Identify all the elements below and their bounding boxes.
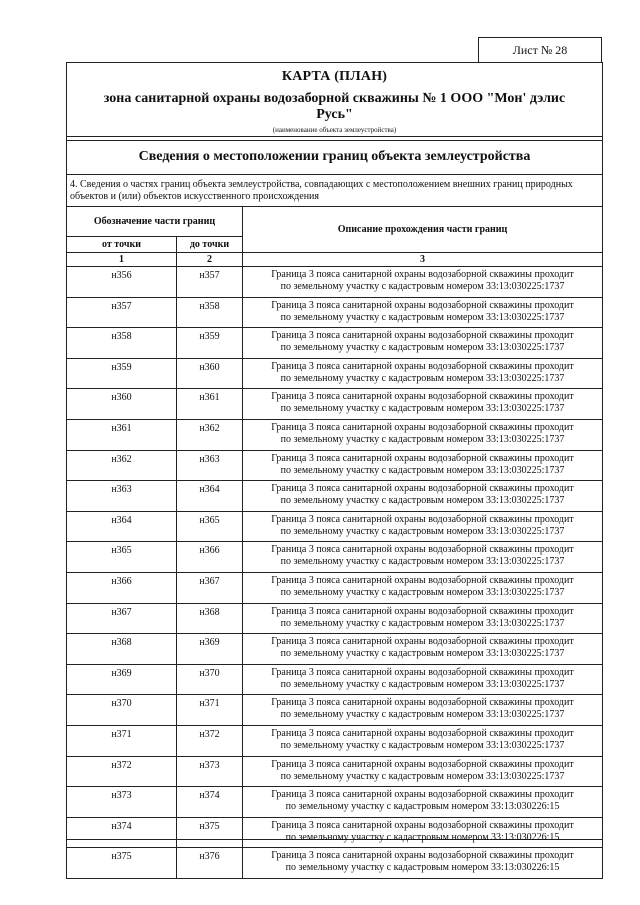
to-point: н368: [177, 603, 243, 634]
boundary-description: [243, 419, 603, 450]
to-point: н371: [177, 695, 243, 726]
boundary-description: [243, 542, 603, 573]
description-line-1: Граница 3 пояса санитарной охраны водозаборной скважины проходит: [271, 666, 574, 678]
description-line-2: по земельному участку с кадастровым номером 33:13:030225:1737: [280, 556, 565, 568]
table-row: [67, 817, 603, 848]
description-line-2: по земельному участку с кадастровым номером 33:13:030225:1737: [280, 648, 565, 660]
description-line-2: по земельному участку с кадастровым номером 33:13:030226:15: [285, 831, 560, 843]
description-line-2: по земельному участку с кадастровым номером 33:13:030225:1737: [280, 342, 565, 354]
from-point: н375: [67, 848, 177, 879]
description-line-2: по земельному участку с кадастровым номером 33:13:030225:1737: [280, 311, 565, 323]
description-line-1: Граница 3 пояса санитарной охраны водозаборной скважины проходит: [271, 850, 574, 862]
from-point: н358: [67, 328, 177, 359]
boundary-description: [243, 267, 603, 298]
table-row: [67, 511, 603, 542]
header-designation: Обозначение части границ: [67, 207, 243, 237]
description-line-1: Граница 3 пояса санитарной охраны водозаборной скважины проходит: [271, 819, 574, 831]
section-title: Сведения о местоположении границ объекта землеустройства: [138, 149, 531, 164]
boundary-description: [243, 358, 603, 389]
boundary-description: [243, 848, 603, 879]
table-row: [67, 603, 603, 634]
table-row: [67, 725, 603, 756]
description-line-1: Граница 3 пояса санитарной охраны водозаборной скважины проходит: [271, 758, 574, 770]
table-row: [67, 328, 603, 359]
header-to: до точки: [177, 237, 243, 253]
column-number: 1: [67, 253, 177, 267]
description-line-2: по земельному участку с кадастровым номером 33:13:030225:1737: [280, 403, 565, 415]
table-row: [67, 664, 603, 695]
description-line-1: Граница 3 пояса санитарной охраны водозаборной скважины проходит: [271, 789, 574, 801]
table-row: [67, 389, 603, 420]
description-line-1: Граница 3 пояса санитарной охраны водозаборной скважины проходит: [271, 544, 574, 556]
boundary-table: [66, 206, 603, 879]
description-line-1: Граница 3 пояса санитарной охраны водозаборной скважины проходит: [271, 452, 574, 464]
from-point: н371: [67, 725, 177, 756]
description-line-2: по земельному участку с кадастровым номером 33:13:030225:1737: [280, 739, 565, 751]
from-point: н370: [67, 695, 177, 726]
description-line-2: по земельному участку с кадастровым номером 33:13:030225:1737: [280, 770, 565, 782]
description-line-2: по земельному участку с кадастровым номером 33:13:030225:1737: [280, 586, 565, 598]
from-point: н374: [67, 817, 177, 848]
boundary-description: [243, 389, 603, 420]
from-point: н356: [67, 267, 177, 298]
boundary-description: [243, 817, 603, 848]
table-row: [67, 267, 603, 298]
description-line-1: Граница 3 пояса санитарной охраны водозаборной скважины проходит: [271, 391, 574, 403]
to-point: н369: [177, 634, 243, 665]
table-row: [67, 450, 603, 481]
table-row: [67, 358, 603, 389]
from-point: н364: [67, 511, 177, 542]
column-number: 3: [243, 253, 603, 267]
description-line-1: Граница 3 пояса санитарной охраны водозаборной скважины проходит: [271, 483, 574, 495]
boundary-description: [243, 328, 603, 359]
intro-text: 4. Сведения о частях границ объекта землеустройства, совпадающих с местоположением внешних границ природных объектов и (или) объектов искусственного происхождения: [70, 179, 573, 202]
description-line-2: по земельному участку с кадастровым номером 33:13:030225:1737: [280, 281, 565, 292]
table-row: [67, 542, 603, 573]
from-point: н365: [67, 542, 177, 573]
to-point: н360: [177, 358, 243, 389]
description-line-2: по земельному участку с кадастровым номером 33:13:030225:1737: [280, 678, 565, 690]
boundary-description: [243, 511, 603, 542]
boundary-description: [243, 756, 603, 787]
to-point: н366: [177, 542, 243, 573]
table-row: [67, 756, 603, 787]
to-point: н359: [177, 328, 243, 359]
divider: [66, 174, 603, 175]
description-line-1: Граница 3 пояса санитарной охраны водозаборной скважины проходит: [271, 299, 574, 311]
from-point: н368: [67, 634, 177, 665]
description-line-1: Граница 3 пояса санитарной охраны водозаборной скважины проходит: [271, 513, 574, 525]
to-point: н375: [177, 817, 243, 848]
to-point: н357: [177, 267, 243, 298]
from-point: н360: [67, 389, 177, 420]
header-description: Описание прохождения части границ: [243, 207, 603, 253]
map-title: КАРТА (ПЛАН): [281, 69, 388, 84]
boundary-description: [243, 787, 603, 818]
description-line-1: Граница 3 пояса санитарной охраны водозаборной скважины проходит: [271, 605, 574, 617]
map-subtitle: зона санитарной охраны водозаборной скважины № 1 ООО "Мон' дэлис Русь": [103, 91, 566, 122]
boundary-description: [243, 695, 603, 726]
header-from: от точки: [67, 237, 177, 253]
table-row: [67, 787, 603, 818]
description-line-1: Граница 3 пояса санитарной охраны водозаборной скважины проходит: [271, 574, 574, 586]
from-point: н366: [67, 572, 177, 603]
from-point: н357: [67, 297, 177, 328]
to-point: н363: [177, 450, 243, 481]
description-line-2: по земельному участку с кадастровым номером 33:13:030225:1737: [280, 617, 565, 629]
table-row: [67, 297, 603, 328]
boundary-description: [243, 572, 603, 603]
table-row: [67, 481, 603, 512]
to-point: н376: [177, 848, 243, 879]
divider: [66, 136, 603, 137]
to-point: н374: [177, 787, 243, 818]
from-point: н363: [67, 481, 177, 512]
to-point: н358: [177, 297, 243, 328]
to-point: н367: [177, 572, 243, 603]
boundary-description: [243, 664, 603, 695]
description-line-1: Граница 3 пояса санитарной охраны водозаборной скважины проходит: [271, 269, 574, 280]
boundary-description: [243, 634, 603, 665]
description-line-1: Граница 3 пояса санитарной охраны водозаборной скважины проходит: [271, 697, 574, 709]
to-point: н370: [177, 664, 243, 695]
to-point: н373: [177, 756, 243, 787]
to-point: н372: [177, 725, 243, 756]
table-row: [67, 419, 603, 450]
description-line-1: Граница 3 пояса санитарной охраны водозаборной скважины проходит: [271, 421, 574, 433]
description-line-2: по земельному участку с кадастровым номером 33:13:030225:1737: [280, 495, 565, 507]
to-point: н364: [177, 481, 243, 512]
column-number: 2: [177, 253, 243, 267]
from-point: н369: [67, 664, 177, 695]
description-line-2: по земельному участку с кадастровым номером 33:13:030225:1737: [280, 433, 565, 445]
to-point: н362: [177, 419, 243, 450]
description-line-1: Граница 3 пояса санитарной охраны водозаборной скважины проходит: [271, 727, 574, 739]
boundary-description: [243, 725, 603, 756]
table-row: [67, 634, 603, 665]
description-line-1: Граница 3 пояса санитарной охраны водозаборной скважины проходит: [271, 330, 574, 342]
description-line-1: Граница 3 пояса санитарной охраны водозаборной скважины проходит: [271, 636, 574, 648]
from-point: н367: [67, 603, 177, 634]
description-line-2: по земельному участку с кадастровым номером 33:13:030225:1737: [280, 709, 565, 721]
boundary-description: [243, 297, 603, 328]
boundary-description: [243, 450, 603, 481]
from-point: н362: [67, 450, 177, 481]
from-point: н361: [67, 419, 177, 450]
sheet-number: Лист № 28: [512, 42, 568, 57]
sheet-number-box: [478, 37, 602, 63]
from-point: н373: [67, 787, 177, 818]
description-line-2: по земельному участку с кадастровым номером 33:13:030225:1737: [280, 464, 565, 476]
table-row: [67, 695, 603, 726]
to-point: н361: [177, 389, 243, 420]
description-line-2: по земельному участку с кадастровым номером 33:13:030226:15: [285, 862, 560, 874]
to-point: н365: [177, 511, 243, 542]
description-line-1: Граница 3 пояса санитарной охраны водозаборной скважины проходит: [271, 360, 574, 372]
from-point: н372: [67, 756, 177, 787]
table-row: [67, 848, 603, 879]
boundary-description: [243, 481, 603, 512]
object-name-caption: (наименование объекта землеустройства): [272, 126, 397, 134]
from-point: н359: [67, 358, 177, 389]
boundary-description: [243, 603, 603, 634]
description-line-2: по земельному участку с кадастровым номером 33:13:030225:1737: [280, 525, 565, 537]
table-row: [67, 572, 603, 603]
description-line-2: по земельному участку с кадастровым номером 33:13:030225:1737: [280, 372, 565, 384]
description-line-2: по земельному участку с кадастровым номером 33:13:030226:15: [285, 801, 560, 813]
